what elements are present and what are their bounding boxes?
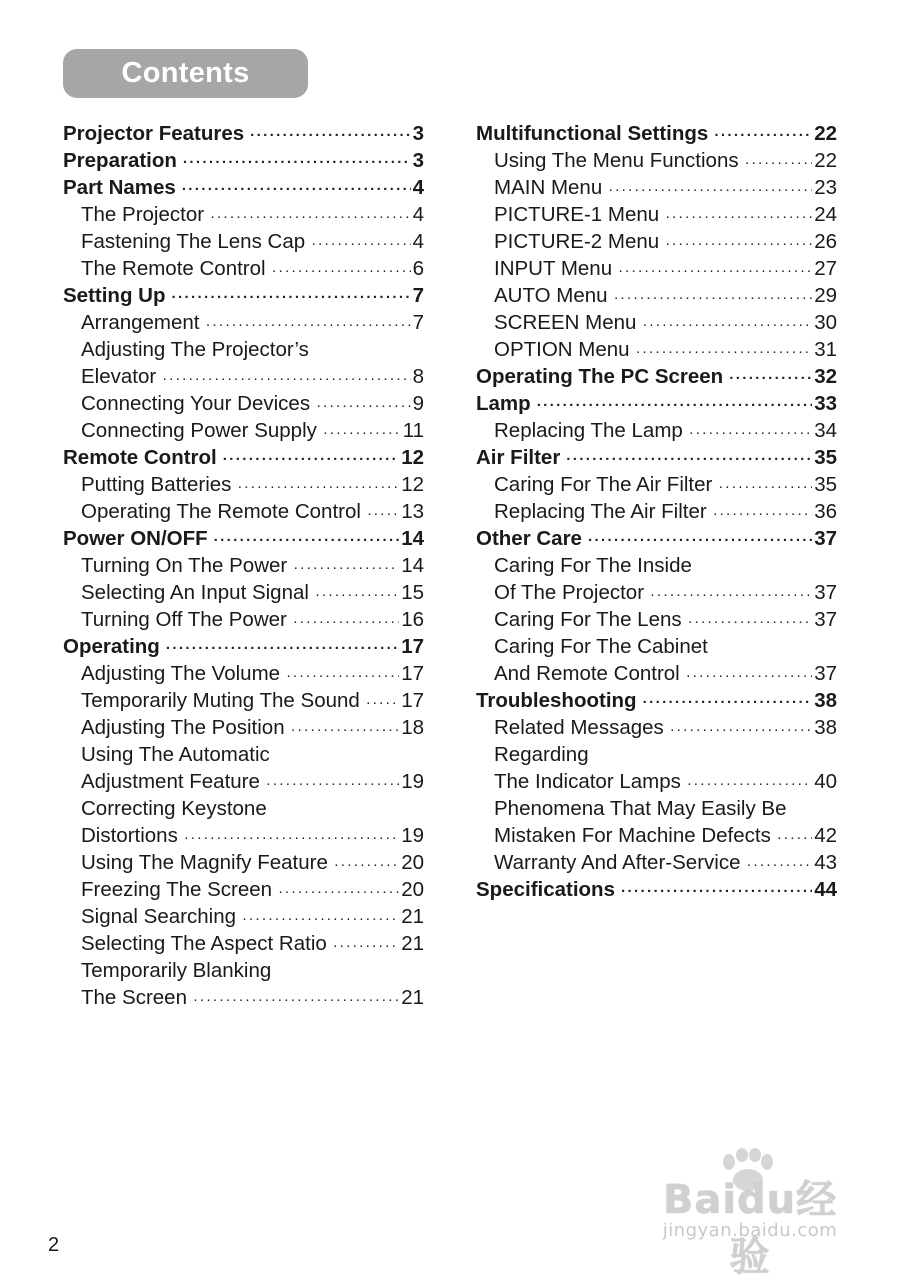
toc-subsection-entry [63, 606, 424, 633]
toc-subsection-entry [63, 876, 424, 903]
toc-page-number: 22 [814, 122, 837, 145]
toc-entry-label: Caring For The Air Filter [494, 473, 713, 496]
toc-dot-leader [223, 446, 399, 473]
toc-entry-label: Arrangement [81, 311, 200, 334]
toc-page-number: 19 [401, 824, 424, 847]
toc-subsection-entry [63, 903, 424, 930]
toc-page-number: 4 [412, 203, 424, 226]
toc-left-column [63, 120, 424, 1011]
toc-subsection-entry [476, 849, 837, 876]
toc-entry-label: Freezing The Screen [81, 878, 273, 901]
toc-page-number: 37 [814, 608, 837, 631]
toc-subsection-entry [476, 579, 837, 606]
toc-subsection-entry [63, 660, 424, 687]
toc-dot-leader [643, 689, 813, 716]
toc-entry-label: Distortions [81, 824, 178, 847]
toc-entry-label: PICTURE-1 Menu [494, 203, 660, 226]
toc-dot-leader [237, 473, 399, 500]
toc-subsection-entry [476, 795, 837, 822]
toc-entry-label: The Projector [81, 203, 205, 226]
watermark-url: jingyan.baidu.com [662, 1220, 838, 1241]
toc-page-number: 9 [412, 392, 424, 415]
toc-page-number: 33 [814, 392, 837, 415]
toc-subsection-entry [476, 147, 837, 174]
toc-page-number: 35 [814, 473, 837, 496]
toc-dot-leader [172, 284, 411, 311]
toc-subsection-entry [63, 849, 424, 876]
toc-dot-leader [366, 689, 399, 716]
toc-page-number: 27 [814, 257, 837, 280]
toc-dot-leader [311, 230, 410, 257]
toc-entry-label: The Screen [81, 986, 187, 1009]
toc-entry-label: Multifunctional Settings [476, 122, 709, 145]
toc-page-number: 21 [401, 986, 424, 1009]
toc-dot-leader [588, 527, 812, 554]
toc-page-number: 31 [814, 338, 837, 361]
toc-entry-label: Remote Control [63, 446, 217, 469]
toc-dot-leader [166, 635, 399, 662]
toc-entry-label: Mistaken For Machine Defects [494, 824, 771, 847]
toc-page-number: 8 [412, 365, 424, 388]
toc-dot-leader [214, 527, 400, 554]
toc-entry-label: Projector Features [63, 122, 245, 145]
toc-subsection-entry [63, 228, 424, 255]
toc-subsection-entry [63, 795, 424, 822]
toc-dot-leader [621, 878, 812, 905]
toc-subsection-entry [476, 606, 837, 633]
toc-page-number: 23 [814, 176, 837, 199]
toc-dot-leader [566, 446, 812, 473]
toc-dot-leader [333, 932, 399, 959]
toc-entry-label: Of The Projector [494, 581, 645, 604]
toc-entry-label: OPTION Menu [494, 338, 630, 361]
toc-subsection-entry [476, 633, 837, 660]
toc-entry-label: Regarding [494, 743, 589, 766]
toc-section-entry [63, 444, 424, 471]
toc-subsection-entry [63, 552, 424, 579]
toc-entry-label: Fastening The Lens Cap [81, 230, 306, 253]
toc-dot-leader [746, 851, 812, 878]
toc-entry-label: Putting Batteries [81, 473, 232, 496]
toc-entry-label: Power ON/OFF [63, 527, 208, 550]
toc-entry-label: Lamp [476, 392, 531, 415]
toc-right-column [476, 120, 837, 903]
toc-dot-leader [618, 257, 812, 284]
toc-section-entry [476, 120, 837, 147]
toc-subsection-entry [63, 309, 424, 336]
toc-page-number: 13 [401, 500, 424, 523]
toc-page-number: 20 [401, 878, 424, 901]
toc-page-number: 16 [401, 608, 424, 631]
toc-subsection-entry [476, 714, 837, 741]
toc-entry-label: AUTO Menu [494, 284, 608, 307]
toc-entry-label: Using The Menu Functions [494, 149, 739, 172]
toc-page-number: 37 [814, 662, 837, 685]
toc-entry-label: PICTURE-2 Menu [494, 230, 660, 253]
toc-entry-label: Adjusting The Volume [81, 662, 281, 685]
toc-page-number: 6 [412, 257, 424, 280]
toc-subsection-entry [476, 309, 837, 336]
toc-subsection-entry [476, 471, 837, 498]
toc-dot-leader [293, 554, 399, 581]
toc-section-entry [476, 363, 837, 390]
toc-entry-label: Operating The Remote Control [81, 500, 361, 523]
toc-subsection-entry [63, 822, 424, 849]
toc-entry-label: Specifications [476, 878, 615, 901]
toc-page-number: 3 [412, 122, 424, 145]
toc-page-number: 37 [814, 527, 837, 550]
toc-entry-label: Operating The PC Screen [476, 365, 724, 388]
toc-subsection-entry [476, 417, 837, 444]
toc-entry-label: Replacing The Lamp [494, 419, 683, 442]
page-title: Contents [121, 57, 250, 89]
toc-dot-leader [323, 419, 401, 446]
toc-subsection-entry [476, 552, 837, 579]
toc-dot-leader [537, 392, 813, 419]
toc-entry-label: Using The Magnify Feature [81, 851, 328, 874]
toc-page-number: 4 [412, 176, 424, 199]
toc-page-number: 20 [401, 851, 424, 874]
toc-entry-label: And Remote Control [494, 662, 680, 685]
toc-subsection-entry [476, 174, 837, 201]
toc-page-number: 3 [412, 149, 424, 172]
toc-dot-leader [642, 311, 812, 338]
toc-page-number: 17 [401, 662, 424, 685]
toc-subsection-entry [476, 498, 837, 525]
toc-section-entry [476, 687, 837, 714]
toc-page-number: 36 [814, 500, 837, 523]
toc-subsection-entry [476, 336, 837, 363]
toc-subsection-entry [63, 498, 424, 525]
toc-dot-leader [718, 473, 812, 500]
toc-entry-label: Preparation [63, 149, 177, 172]
toc-page-number: 21 [401, 905, 424, 928]
toc-section-entry [476, 444, 837, 471]
toc-dot-leader [714, 122, 812, 149]
toc-page-number: 38 [814, 689, 837, 712]
toc-subsection-entry [63, 741, 424, 768]
toc-entry-label: Elevator [81, 365, 157, 388]
toc-page-number: 32 [814, 365, 837, 388]
toc-entry-label: Warranty And After-Service [494, 851, 741, 874]
toc-entry-label: Connecting Power Supply [81, 419, 317, 442]
toc-page-number: 26 [814, 230, 837, 253]
toc-section-entry [476, 876, 837, 903]
toc-entry-label: MAIN Menu [494, 176, 603, 199]
toc-dot-leader [688, 608, 813, 635]
toc-section-entry [63, 174, 424, 201]
toc-subsection-entry [63, 336, 424, 363]
toc-page-number: 12 [401, 473, 424, 496]
toc-page-number: 14 [401, 554, 424, 577]
toc-dot-leader [665, 203, 812, 230]
toc-dot-leader [636, 338, 813, 365]
toc-subsection-entry [63, 579, 424, 606]
toc-subsection-entry [476, 255, 837, 282]
toc-dot-leader [315, 581, 399, 608]
toc-entry-label: Operating [63, 635, 160, 658]
toc-dot-leader [650, 581, 812, 608]
toc-entry-label: The Remote Control [81, 257, 266, 280]
toc-entry-label: The Indicator Lamps [494, 770, 681, 793]
toc-section-entry [476, 390, 837, 417]
toc-page-number: 17 [401, 689, 424, 712]
toc-entry-label: Turning On The Power [81, 554, 288, 577]
toc-subsection-entry [63, 471, 424, 498]
toc-subsection-entry [63, 201, 424, 228]
toc-page-number: 34 [814, 419, 837, 442]
toc-subsection-entry [63, 957, 424, 984]
toc-page-number: 7 [412, 311, 424, 334]
toc-subsection-entry [476, 768, 837, 795]
toc-entry-label: Selecting An Input Signal [81, 581, 309, 604]
toc-subsection-entry [63, 687, 424, 714]
toc-entry-label: Temporarily Blanking [81, 959, 272, 982]
toc-page-number: 14 [401, 527, 424, 550]
toc-section-entry [63, 282, 424, 309]
toc-dot-leader [745, 149, 813, 176]
toc-entry-label: Using The Automatic [81, 743, 270, 766]
toc-entry-label: Part Names [63, 176, 176, 199]
toc-subsection-entry [63, 984, 424, 1011]
toc-page-number: 37 [814, 581, 837, 604]
toc-subsection-entry [63, 363, 424, 390]
toc-subsection-entry [63, 417, 424, 444]
toc-dot-leader [210, 203, 411, 230]
toc-subsection-entry [63, 930, 424, 957]
watermark-brand: Baidu经验 [662, 1177, 838, 1280]
toc-dot-leader [367, 500, 399, 527]
toc-entry-label: Phenomena That May Easily Be [494, 797, 787, 820]
toc-subsection-entry [476, 660, 837, 687]
toc-entry-label: SCREEN Menu [494, 311, 637, 334]
toc-dot-leader [689, 419, 812, 446]
toc-subsection-entry [476, 741, 837, 768]
toc-entry-label: Setting Up [63, 284, 166, 307]
toc-page-number: 40 [814, 770, 837, 793]
toc-dot-leader [193, 986, 399, 1013]
toc-subsection-entry [63, 255, 424, 282]
toc-dot-leader [206, 311, 411, 338]
toc-subsection-entry [476, 822, 837, 849]
toc-dot-leader [686, 662, 812, 689]
toc-entry-label: Temporarily Muting The Sound [81, 689, 360, 712]
toc-dot-leader [777, 824, 812, 851]
toc-dot-leader [266, 770, 399, 797]
toc-section-entry [63, 525, 424, 552]
toc-entry-label: Adjusting The Projector’s [81, 338, 309, 361]
toc-dot-leader [614, 284, 813, 311]
toc-page-number: 15 [401, 581, 424, 604]
toc-entry-label: Caring For The Inside [494, 554, 692, 577]
toc-page-number: 11 [402, 419, 424, 442]
toc-entry-label: Air Filter [476, 446, 561, 469]
toc-dot-leader [608, 176, 812, 203]
toc-dot-leader [162, 365, 410, 392]
toc-page-number: 7 [412, 284, 424, 307]
toc-page-number: 42 [814, 824, 837, 847]
toc-page-number: 12 [401, 446, 424, 469]
toc-subsection-entry [63, 768, 424, 795]
toc-dot-leader [670, 716, 812, 743]
toc-dot-leader [272, 257, 411, 284]
toc-entry-label: Related Messages [494, 716, 664, 739]
toc-entry-label: Troubleshooting [476, 689, 637, 712]
toc-page-number: 29 [814, 284, 837, 307]
contents-title-banner [63, 49, 308, 98]
toc-dot-leader [316, 392, 411, 419]
toc-page-number: 19 [401, 770, 424, 793]
toc-dot-leader [293, 608, 399, 635]
toc-entry-label: Other Care [476, 527, 582, 550]
toc-entry-label: Connecting Your Devices [81, 392, 311, 415]
toc-entry-label: Caring For The Lens [494, 608, 682, 631]
toc-entry-label: Adjusting The Position [81, 716, 285, 739]
toc-subsection-entry [476, 201, 837, 228]
toc-section-entry [63, 633, 424, 660]
toc-entry-label: Adjustment Feature [81, 770, 260, 793]
toc-entry-label: INPUT Menu [494, 257, 613, 280]
toc-dot-leader [278, 878, 399, 905]
toc-subsection-entry [63, 390, 424, 417]
toc-section-entry [63, 120, 424, 147]
toc-page-number: 44 [814, 878, 837, 901]
baidu-watermark [645, 1148, 865, 1280]
toc-entry-label: Replacing The Air Filter [494, 500, 707, 523]
page-number: 2 [48, 1234, 60, 1256]
toc-dot-leader [713, 500, 813, 527]
toc-entry-label: Selecting The Aspect Ratio [81, 932, 327, 955]
toc-entry-label: Turning Off The Power [81, 608, 287, 631]
toc-dot-leader [334, 851, 399, 878]
toc-entry-label: Correcting Keystone [81, 797, 267, 820]
toc-entry-label: Signal Searching [81, 905, 236, 928]
toc-dot-leader [242, 905, 399, 932]
toc-page-number: 38 [814, 716, 837, 739]
toc-dot-leader [286, 662, 399, 689]
toc-page-number: 18 [401, 716, 424, 739]
toc-page-number: 30 [814, 311, 837, 334]
toc-page-number: 35 [814, 446, 837, 469]
toc-dot-leader [184, 824, 399, 851]
toc-subsection-entry [476, 228, 837, 255]
toc-dot-leader [183, 149, 411, 176]
toc-page-number: 21 [401, 932, 424, 955]
toc-page-number: 17 [401, 635, 424, 658]
toc-entry-label: Caring For The Cabinet [494, 635, 708, 658]
toc-subsection-entry [476, 282, 837, 309]
toc-page-number: 43 [814, 851, 837, 874]
toc-page-number: 22 [814, 149, 837, 172]
toc-dot-leader [729, 365, 812, 392]
toc-dot-leader [182, 176, 411, 203]
toc-section-entry [63, 147, 424, 174]
toc-page-number: 4 [412, 230, 424, 253]
toc-dot-leader [665, 230, 812, 257]
toc-dot-leader [250, 122, 410, 149]
toc-dot-leader [687, 770, 812, 797]
toc-section-entry [476, 525, 837, 552]
toc-dot-leader [291, 716, 400, 743]
toc-subsection-entry [63, 714, 424, 741]
toc-page-number: 24 [814, 203, 837, 226]
